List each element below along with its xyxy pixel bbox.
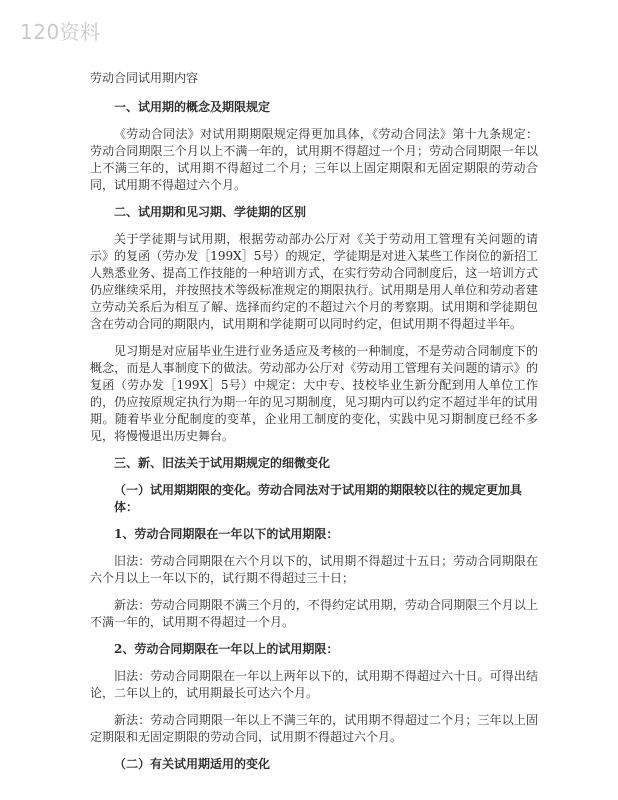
paragraph: 《劳动合同法》对试用期期限规定得更加具体，《劳动合同法》第十九条规定：劳动合同期限三个月以上不满一年的，试用期不得超过一个月；劳动合同期限一年以上不满三年的，试用期不得超过二个月；三年以上固定期限和无固定期限的劳动合同，试用期不得超过六个月。 [90,127,538,192]
subsection-heading-2: （二）有关试用期适用的变化 [114,757,271,771]
document-title: 劳动合同试用期内容 [90,71,199,85]
paragraph: 关于学徒期与试用期，根据劳动部办公厅对《关于劳动用工管理有关问题的请示》的复函（劳办发［199X］5号）的规定，学徒期是对进入某些工作岗位的新招工人熟悉业务、提高工作技能的一种培训方式，在实行劳动合同制度后，这一培训方式仍应继续采用，并按照技术等级标准规定的期限执行。试用期是用人单位和劳动者建立劳动关系后为相互了解、选择而约定的不超过六个月的考察期。试用期和学徒期包含在劳动合同的期限内，试用期和学徒期可以同时约定，但试用期不得超过半年。 [90,232,538,331]
paragraph: 新法：劳动合同期限不满三个月的，不得约定试用期，劳动合同期限三个月以上不满一年的，试用期不得超过一个月。 [90,598,538,629]
section-heading-2: 二、试用期和见习期、学徒期的区别 [114,205,307,219]
paragraph: 见习期是对应届毕业生进行业务适应及考核的一种制度，不是劳动合同制度下的概念，而是人事制度下的做法。劳动部办公厅对《劳动用工管理有关问题的请示》的复函（劳办发［199X］5号）中规定：大中专、技校毕业生新分配到用人单位工作的，仍应按原规定执行为期一年的见习期制度，见习期内可以约定不超过半年的试用期。随着毕业分配制度的变革，企业用工制度的变化，实践中见习期制度已经不多见，将慢慢退出历史舞台。 [90,344,538,443]
item-heading-1: 1、劳动合同期限在一年以下的试用期限： [114,527,339,541]
paragraph: 旧法：劳动合同期限在一年以上两年以下的，试用期不得超过六十日。可得出结论，二年以上的，试用期最长可达六个月。 [90,669,538,700]
paragraph: 新法：劳动合同期限一年以上不满三年的，试用期不得超过二个月；三年以上固定期限和无固定期限的劳动合同，试用期不得超过六个月。 [90,713,538,744]
subsection-heading-1: （一）试用期期限的变化。劳动合同法对于试用期的期限较以往的规定更加具体： [114,483,523,514]
section-heading-1: 一、试用期的概念及期限规定 [114,100,271,114]
document-body [90,70,538,783]
section-heading-3: 三、新、旧法关于试用期规定的细微变化 [114,456,331,470]
item-heading-2: 2、劳动合同期限在一年以上的试用期限： [114,642,339,656]
watermark: 120资料 [20,20,101,44]
paragraph: 旧法：劳动合同期限在六个月以下的，试用期不得超过十五日；劳动合同期限在六个月以上一年以下的，试行期不得超过三十日； [90,554,538,585]
